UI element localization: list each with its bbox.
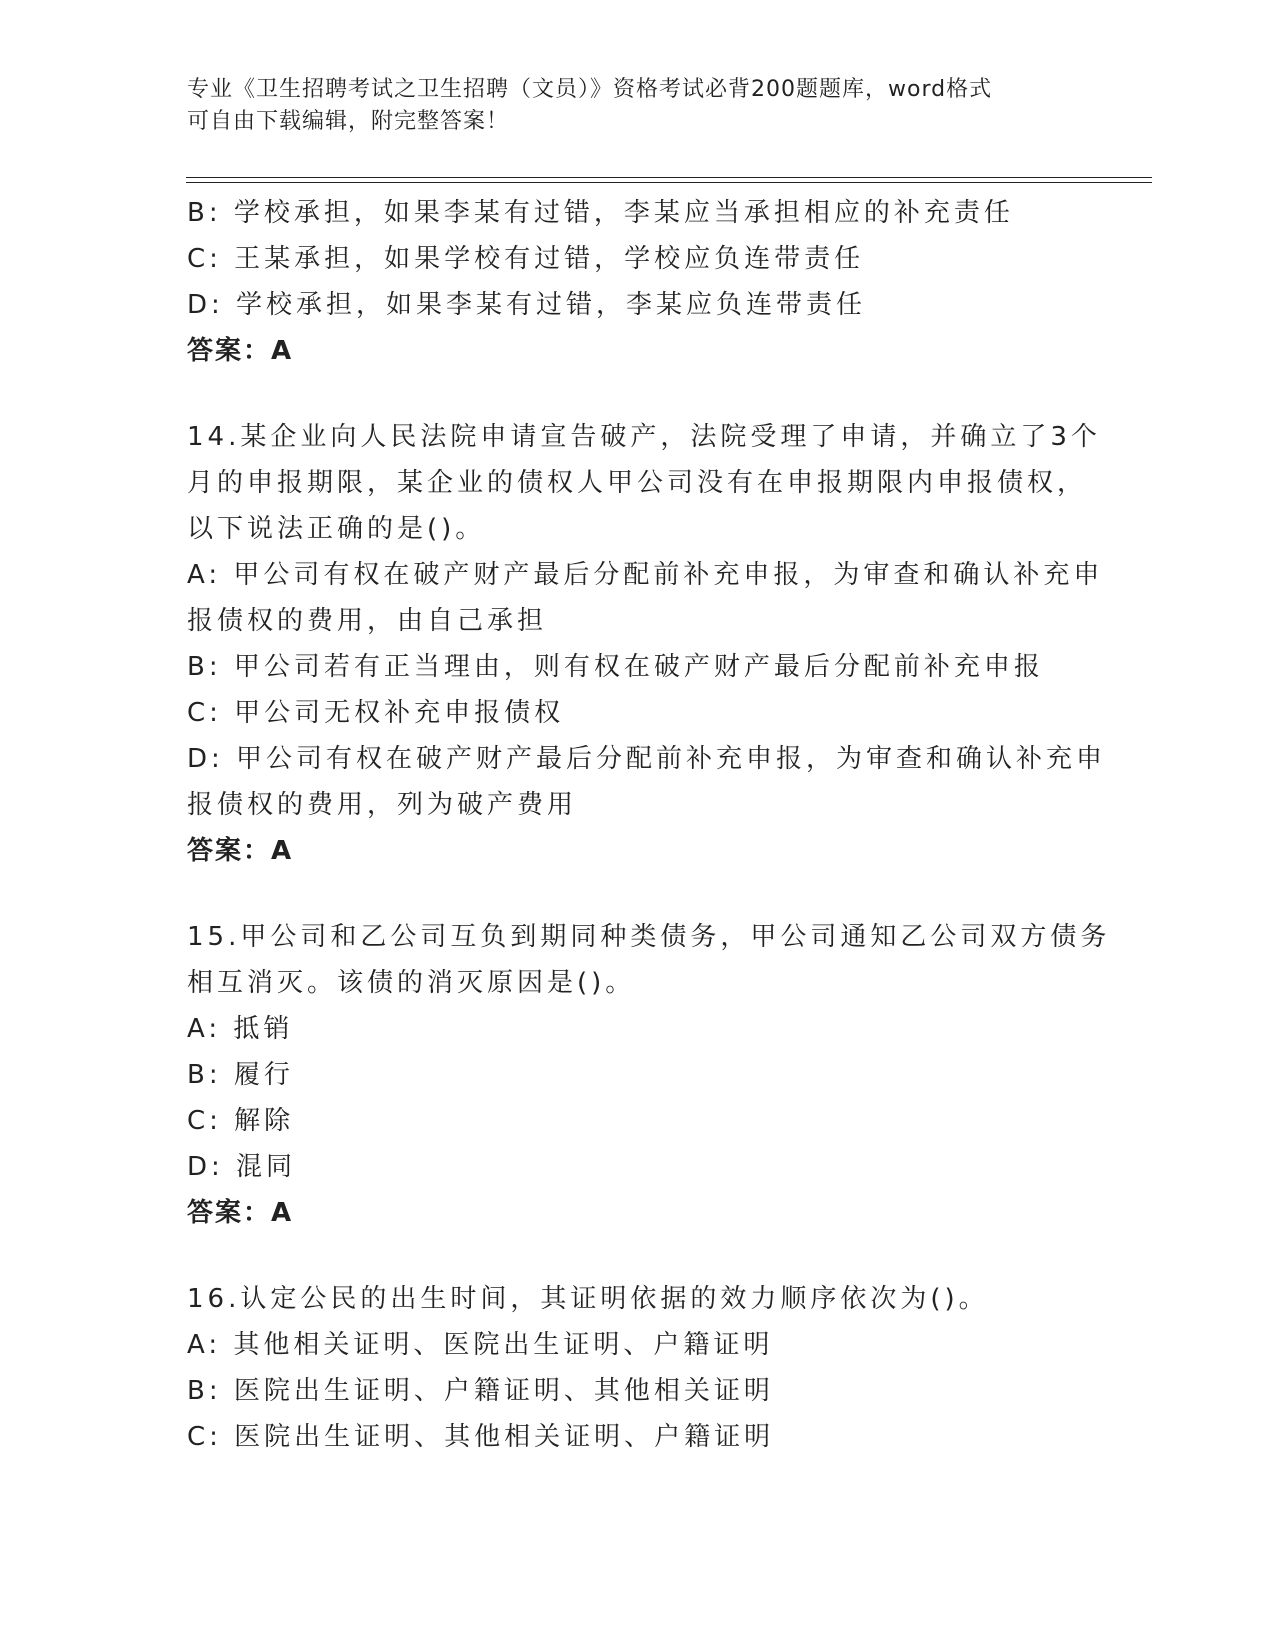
question-stem-line: 相互消灭。该债的消灭原因是()。 (187, 968, 636, 998)
question-stem-line: 月的申报期限，某企业的债权人甲公司没有在申报期限内申报债权， (187, 468, 1088, 498)
answer-line: 答案：A (187, 836, 294, 866)
spacer (187, 874, 1087, 914)
option-d: D: 学校承担，如果李某有过错，李某应负连带责任 (187, 290, 867, 320)
answer-line: 答案：A (187, 336, 294, 366)
option-d: D: 甲公司有权在破产财产最后分配前补充申报，为审查和确认补充申 (187, 744, 1107, 774)
question-stem-line: 15.甲公司和乙公司互负到期同种类债务，甲公司通知乙公司双方债务 (187, 922, 1111, 952)
option-a: A: 甲公司有权在破产财产最后分配前补充申报，为审查和确认补充申 (187, 560, 1104, 590)
option-d-continued: 报债权的费用，列为破产费用 (187, 790, 578, 820)
question-stem-line: 14.某企业向人民法院申请宣告破产，法院受理了申请，并确立了3个 (187, 422, 1101, 452)
header-title-line-2: 可自由下载编辑，附完整答案！ (187, 109, 510, 134)
question-14 (187, 414, 1107, 874)
option-b: B: 学校承担，如果李某有过错，李某应当承担相应的补充责任 (187, 198, 1014, 228)
question-16 (187, 1276, 1087, 1460)
option-d: D: 混同 (187, 1152, 297, 1182)
question-13-continued (187, 190, 1087, 374)
answer-line: 答案：A (187, 1198, 294, 1228)
question-stem-line: 以下说法正确的是()。 (187, 514, 486, 544)
option-c: C: 解除 (187, 1106, 295, 1136)
document-header (187, 74, 1087, 138)
question-content (187, 190, 1111, 1460)
spacer (187, 1236, 1087, 1276)
header-divider-bottom (186, 182, 1152, 183)
option-a-continued: 报债权的费用，由自己承担 (187, 606, 548, 636)
spacer (187, 374, 1087, 414)
option-b: B: 甲公司若有正当理由，则有权在破产财产最后分配前补充申报 (187, 652, 1044, 682)
header-divider-top (186, 177, 1152, 178)
option-a: A: 其他相关证明、医院出生证明、户籍证明 (187, 1330, 774, 1360)
question-stem-line: 16.认定公民的出生时间，其证明依据的效力顺序依次为()。 (187, 1284, 989, 1314)
option-a: A: 抵销 (187, 1014, 294, 1044)
option-b: B: 医院出生证明、户籍证明、其他相关证明 (187, 1376, 774, 1406)
option-c: C: 甲公司无权补充申报债权 (187, 698, 565, 728)
option-c: C: 医院出生证明、其他相关证明、户籍证明 (187, 1422, 775, 1452)
option-b: B: 履行 (187, 1060, 294, 1090)
header-title-line-1: 专业《卫生招聘考试之卫生招聘（文员）》资格考试必背200题题库，word格式 (187, 77, 993, 102)
option-c: C: 王某承担，如果学校有过错，学校应负连带责任 (187, 244, 865, 274)
question-15 (187, 914, 1111, 1236)
